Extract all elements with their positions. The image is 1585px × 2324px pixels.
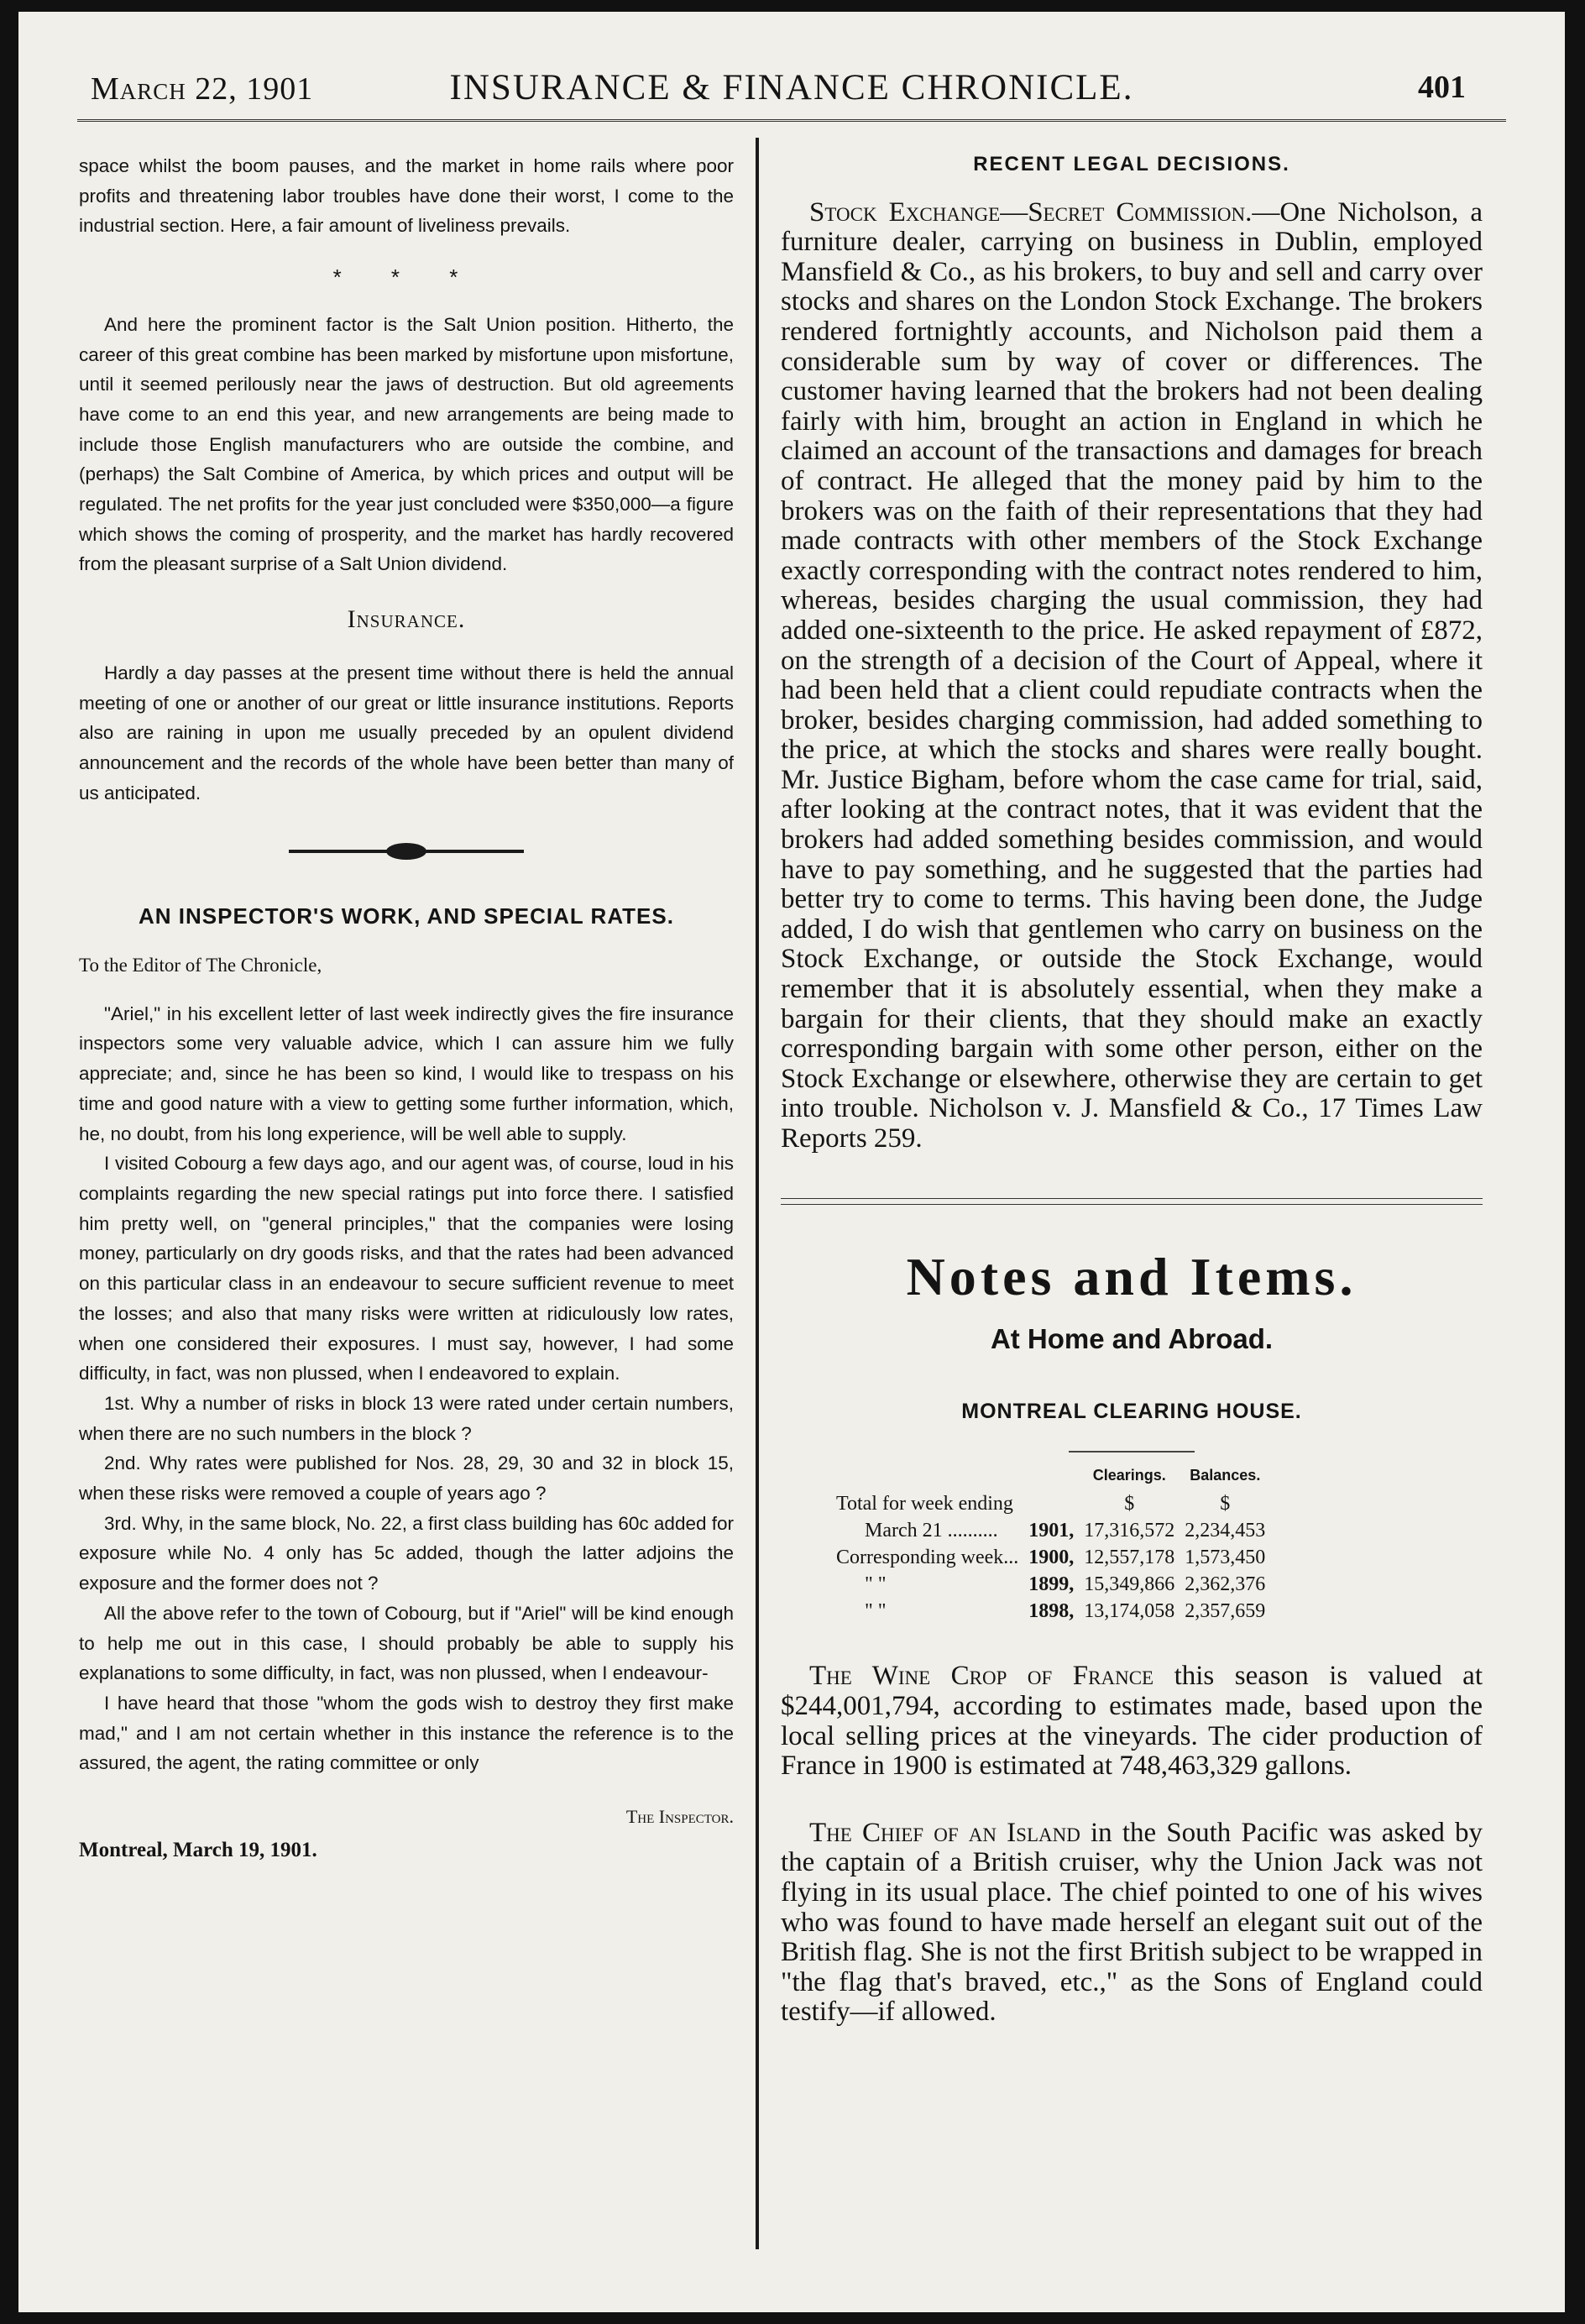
letter-paragraph: 3rd. Why, in the same block, No. 22, a first class building has 60c added for exposure while No. 4 only has 5c added, though the latter adjoins the exposure and the former does not ?	[79, 1512, 734, 1594]
letter-dateline: Montreal, March 19, 1901.	[79, 1838, 317, 1861]
insurance-heading: Insurance.	[347, 605, 466, 634]
row-clearings: 12,557,178	[1084, 1547, 1175, 1569]
letter-signoff: The Inspector.	[625, 1806, 734, 1828]
letter-paragraph: I have heard that those "whom the gods wish to destroy they first make mad," and I am not certain whether in this instance the reference is to the assured, the agent, the rating committee or only	[79, 1692, 734, 1774]
letter-heading: AN INSPECTOR'S WORK, AND SPECIAL RATES.	[139, 903, 674, 929]
letter-paragraph: "Ariel," in his excellent letter of last week indirectly gives the fire insurance inspectors some very valuable advice, which I can assure him we fully appreciate; and, since he has been so kind, I would like to trespass on his time and good nature with a view to getting some further information, which, he, no doubt, from his long experience, will be well able to supply.	[79, 1002, 734, 1144]
notes-subheading: At Home and Abroad.	[990, 1322, 1274, 1354]
row-year: 1899,	[1028, 1573, 1075, 1596]
col-header-balances: Balances.	[1190, 1466, 1261, 1484]
table-row	[831, 1517, 1270, 1544]
unit-balances: $	[1220, 1493, 1231, 1515]
row-clearings: 13,174,058	[1084, 1600, 1175, 1623]
row-year: 1898,	[1028, 1600, 1075, 1623]
row-label: " "	[865, 1600, 887, 1623]
clearing-house-heading: MONTREAL CLEARING HOUSE.	[961, 1400, 1302, 1424]
row-year: 1901,	[1028, 1520, 1075, 1542]
right-column	[781, 151, 1483, 2028]
legal-body: —One Nicholson, a furniture dealer, carrying on business in Dublin, employed Mansfield & Co., as his brokers, to buy and sell and carry over stocks and shares on the London Stock Exchange. The brokers rendered fortnightly accounts, and Nicholson paid them a considerable sum by way of cover or differences. The customer having learned that the brokers had not been dealing fairly with him, brought an action in England in which he claimed an account of the transactions and damages for breach of contract. He alleged that the money paid by him to the brokers was on the faith of their representations that they had made contracts with other members of the Stock Exchange exactly corresponding with the contract notes rendered to him, whereas, besides charging the usual commission, they had added one-sixteenth to the price. He asked repayment of £872, on the strength of a decision of the Court of Appeal, where it had been held that a client could repudiate contracts when the broker, besides charging commission, had added something to the price, at which the stocks and shares were really bought. Mr. Justice Bigham, before whom the case came for trial, said, after looking at the contract notes, that it was evident that the brokers had added something besides commission, and would have to pay something, and he suggested that the parties had better try to come to terms. This having been done, the Judge added, I do wish that gentlemen who carry on business on the Stock Exchange, or outside the Stock Exchange, would remember that it is absolutely essential, when they make a bargain for their clients, that they should make an exactly corresponding bargain with some other person, either on the Stock Exchange or elsewhere, otherwise they are certain to get into trouble. Nicholson v. J. Mansfield & Co., 17 Times Law Reports 259.	[781, 196, 1483, 1154]
col-header-clearings: Clearings.	[1092, 1466, 1166, 1484]
clearing-house-table	[831, 1461, 1270, 1625]
letter-paragraph: 1st. Why a number of risks in block 13 were rated under certain numbers, when there are no such numbers in the block ?	[79, 1392, 734, 1444]
table-row	[831, 1544, 1270, 1571]
legal-heading: RECENT LEGAL DECISIONS.	[973, 153, 1290, 175]
table-units-row	[831, 1490, 1270, 1517]
row-label: " "	[865, 1573, 887, 1596]
letter-paragraph: I visited Cobourg a few days ago, and our agent was, of course, loud in his complaints regarding the new special ratings put into force there. I satisfied him pretty well, on "general principles," that the companies were losing money, particularly on dry goods risks, and that the rates had been advanced on this particular class in an endeavour to secure sufficient revenue to meet the losses; and also that many risks were written at ridiculously low rates, when one considered their exposures. I must say, however, I had some difficulty, in fact, was non plussed, when I endeavored to explain.	[79, 1153, 734, 1384]
letter-paragraph: All the above refer to the town of Cobourg, but if "Ariel" will be kind enough to help me out in this case, I should probably be able to supply his explanations to some difficulty, in fact, was non plussed, when I endeavour-	[79, 1602, 734, 1684]
letter-salutation: To the Editor of The Chronicle,	[79, 955, 322, 976]
header-date: March 22, 1901	[91, 71, 314, 107]
page-number: 401	[1418, 70, 1466, 105]
legal-paragraph	[781, 198, 1483, 1154]
chief-body: in the South Pacific was asked by the captain of a British cruiser, why the Union Jack was not flying in its usual place. The chief pointed to one of his wives who was found to have made herself an elegant suit out of the British flag. She is not the first British subject to be wrapped in "the flag that's braved, etc.," as the Sons of England could testify—if allowed.	[781, 1817, 1483, 2028]
newspaper-page	[18, 12, 1565, 2312]
row-year: 1900,	[1028, 1547, 1075, 1569]
row-balances: 2,357,659	[1185, 1600, 1266, 1623]
ornament-divider	[289, 843, 524, 860]
wine-body: this season is valued at $244,001,794, according to estimates made, based upon the local selling prices at the vineyards. The cider production of France in 1900 is estimated at 748,463,329 gallons.	[781, 1661, 1483, 1782]
separator-stars: * * *	[332, 264, 480, 290]
row-label: March 21 ..........	[865, 1520, 998, 1542]
intro-paragraph: space whilst the boom pauses, and the market in home rails where poor profits and threatening labor troubles have done their worst, I come to the industrial section. Here, a fair amount of liveliness prevails.	[79, 155, 734, 237]
letter-paragraph: 2nd. Why rates were published for Nos. 28, 29, 30 and 32 in block 15, when these risks were removed a couple of years ago ?	[79, 1452, 734, 1505]
wine-lead: The Wine Crop of France	[809, 1661, 1154, 1692]
running-head	[18, 12, 1565, 129]
ornament-center	[386, 843, 426, 860]
unit-clearings: $	[1124, 1493, 1135, 1515]
total-label: Total for week ending	[836, 1493, 1013, 1515]
notes-heading: Notes and Items.	[906, 1246, 1357, 1306]
left-column	[79, 151, 734, 1865]
table-header-row	[831, 1461, 1270, 1491]
table-row	[831, 1598, 1270, 1625]
section-rule	[781, 1198, 1483, 1205]
clearing-house-rule	[1069, 1451, 1195, 1452]
row-label: Corresponding week...	[836, 1547, 1019, 1569]
row-balances: 2,234,453	[1185, 1520, 1266, 1542]
row-balances: 1,573,450	[1185, 1547, 1266, 1569]
column-divider	[756, 138, 759, 2249]
salt-union-paragraph: And here the prominent factor is the Salt Union position. Hitherto, the career of this great combine has been marked by misfortune upon misfortune, until it seemed perilously near the jaws of destruction. But old agreements have come to an end this year, and new arrangements are being made to include those English manufacturers who are outside the combine, and (perhaps) the Salt Combine of America, by which prices and output will be regulated. The net profits for the year just concluded were $350,000—a figure which shows the coming of prosperity, and the market has hardly recovered from the pleasant surprise of a Salt Union dividend.	[79, 313, 734, 575]
insurance-paragraph: Hardly a day passes at the present time without there is held the annual meeting of one or another of our great or little insurance institutions. Reports also are raining in upon me usually preceded by an opulent dividend announcement and the records of the whole have been better than many of us anticipated.	[79, 662, 734, 803]
chief-lead: The Chief of an Island	[809, 1817, 1080, 1848]
row-clearings: 17,316,572	[1084, 1520, 1175, 1542]
legal-lead: Stock Exchange—Secret Commission.	[809, 196, 1253, 228]
island-chief-paragraph	[781, 1819, 1483, 2028]
row-clearings: 15,349,866	[1084, 1573, 1175, 1596]
header-rule	[77, 119, 1506, 122]
wine-crop-paragraph	[781, 1662, 1483, 1781]
table-row	[831, 1571, 1270, 1598]
row-balances: 2,362,376	[1185, 1573, 1266, 1596]
header-title: INSURANCE & FINANCE CHRONICLE.	[449, 68, 1134, 107]
